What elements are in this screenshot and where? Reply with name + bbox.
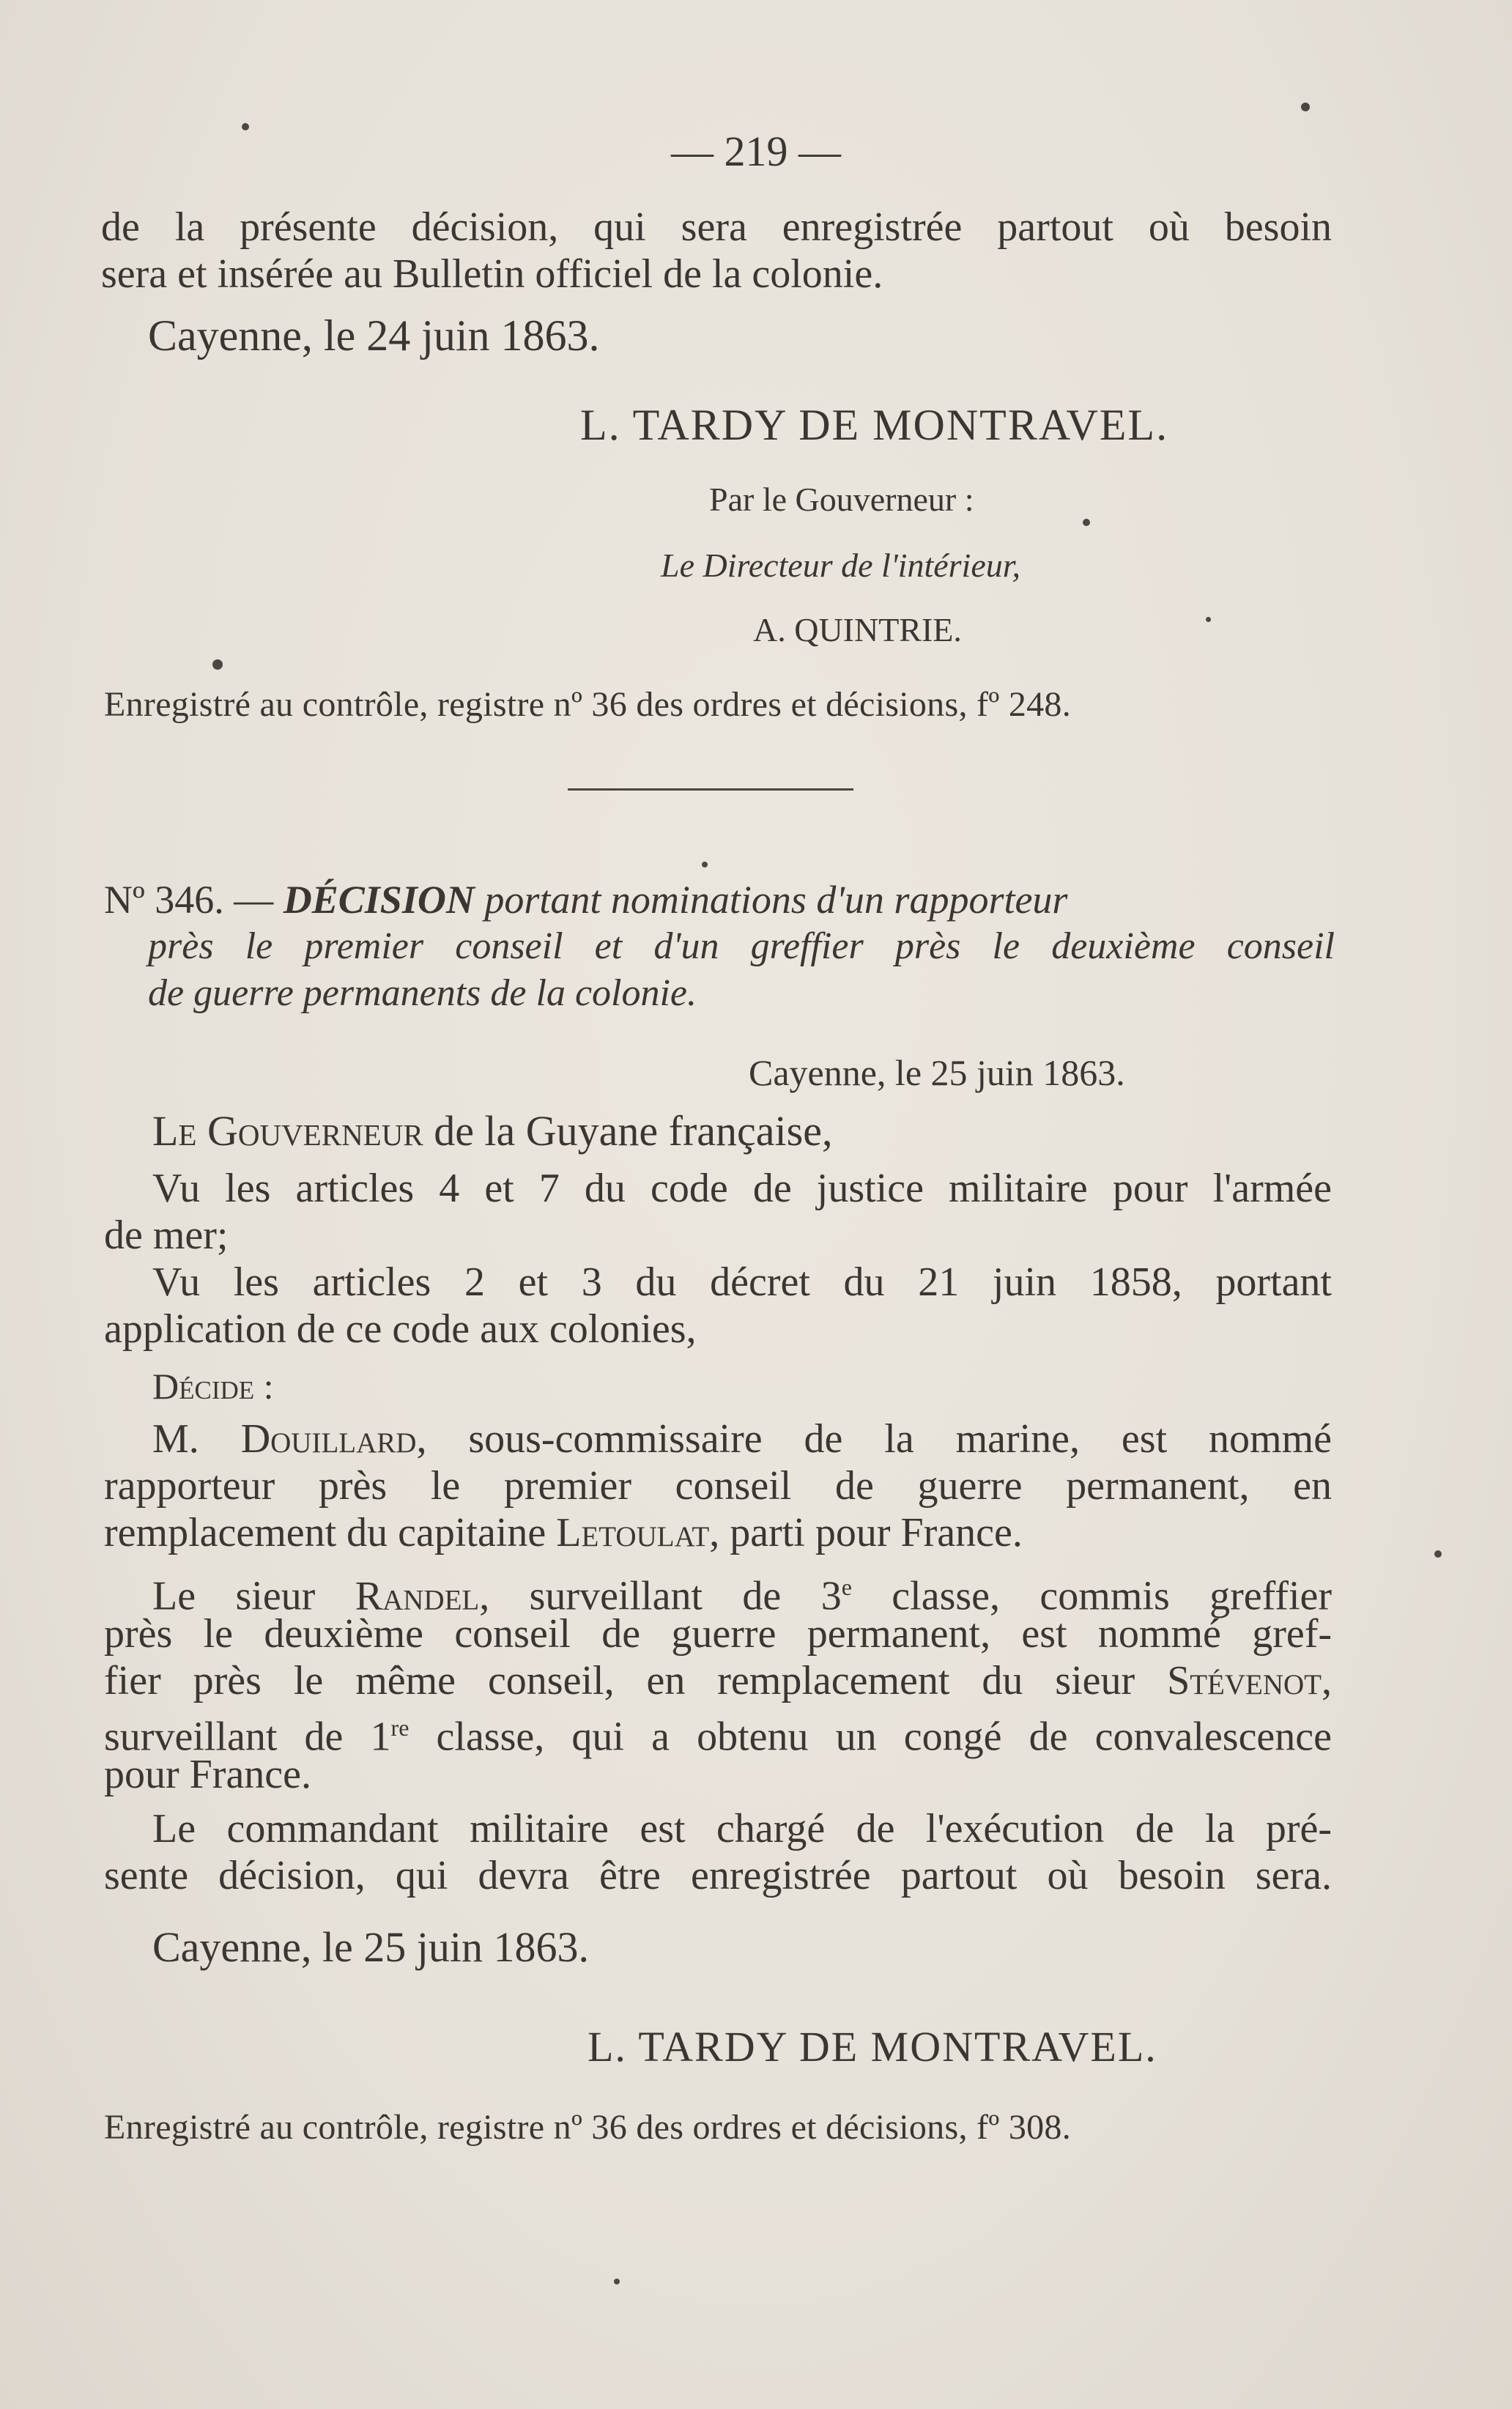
block1-par-le-gouverneur: Par le Gouverneur : — [709, 481, 974, 518]
speck — [1083, 519, 1090, 526]
decision-signature: L. TARDY DE MONTRAVEL. — [588, 2023, 1157, 2071]
p2-name-stevenot: Stévenot — [1167, 1658, 1322, 1703]
gouverneur-line — [152, 1108, 832, 1155]
speck — [242, 123, 249, 130]
speck — [212, 659, 223, 670]
decision-heading-line2: près le premier conseil et d'un greffier près le deuxième conseil — [148, 925, 1335, 967]
vu1-line2: de mer; — [104, 1213, 229, 1258]
p1-name-letoulat: Letoulat — [556, 1510, 710, 1555]
p2-line1-c: classe, commis greffier — [851, 1573, 1333, 1619]
block1-enregistre: Enregistré au contrôle, registre nº 36 des ordres et décisions, fº 248. — [104, 685, 1072, 724]
vu2-line1: Vu les articles 2 et 3 du décret du 21 juin 1858, portant — [152, 1259, 1332, 1305]
decision-date-top: Cayenne, le 25 juin 1863. — [749, 1052, 1125, 1093]
p1-line3-a: remplacement du capitaine — [104, 1510, 546, 1555]
p2-line3-b: , — [1322, 1658, 1333, 1703]
p2-line5: pour France. — [104, 1752, 312, 1797]
p3-line2: sente décision, qui devra être enregistrée partout où besoin sera. — [104, 1853, 1332, 1898]
p2-name-randel: Randel — [355, 1573, 480, 1619]
decision-date-bottom: Cayenne, le 25 juin 1863. — [152, 1923, 590, 1971]
p1-line1 — [152, 1416, 1332, 1462]
vu2-line2: application de ce code aux colonies, — [104, 1306, 697, 1352]
p1-line3-b: , parti pour France. — [709, 1510, 1023, 1555]
p2-line1-b: , surveillant de 3 — [479, 1573, 842, 1619]
gouverneur-rest: de la Guyane française, — [434, 1107, 833, 1155]
block1-date: Cayenne, le 24 juin 1863. — [148, 311, 600, 360]
decision-word: DÉCISION — [283, 878, 475, 922]
section-divider — [568, 788, 853, 791]
block1-line1: de la présente décision, qui sera enregistrée partout où besoin — [101, 204, 1332, 250]
p1-line3 — [104, 1509, 1023, 1556]
decide-label: Décide : — [152, 1366, 274, 1407]
p1-name-douillard: Douillard — [240, 1416, 417, 1462]
p2-line4-sup: re — [390, 1714, 410, 1741]
p2-line3-a: fier près le même conseil, en remplacement du sieur — [104, 1658, 1135, 1703]
p2-line1-a: Le sieur — [152, 1573, 316, 1619]
speck — [1206, 617, 1211, 622]
block1-quintrie: A. QUINTRIE. — [753, 611, 962, 648]
p2-line3 — [104, 1657, 1332, 1704]
p1-line1-rest: , sous-commissaire de la marine, est nommé — [416, 1416, 1333, 1462]
decision-number: Nº 346. — — [104, 878, 274, 922]
block1-line2: sera et insérée au Bulletin officiel de la colonie. — [101, 251, 883, 297]
vu1-line1: Vu les articles 4 et 7 du code de justice militaire pour l'armée — [152, 1166, 1332, 1211]
p1-line2: rapporteur près le premier conseil de guerre permanent, en — [104, 1463, 1332, 1509]
p2-line1-sup: e — [841, 1574, 852, 1600]
block1-signature: L. TARDY DE MONTRAVEL. — [580, 401, 1169, 449]
block1-directeur: Le Directeur de l'intérieur, — [661, 547, 1021, 584]
p3-line1: Le commandant militaire est chargé de l'exécution de la pré- — [152, 1806, 1332, 1851]
gouverneur-title: Le Gouverneur — [152, 1107, 423, 1155]
speck — [614, 2279, 620, 2284]
page-number: — 219 — — [671, 127, 841, 175]
speck — [1301, 103, 1310, 111]
p2-line2: près le deuxième conseil de guerre permanent, est nommé gref- — [104, 1611, 1332, 1657]
decision-heading-rest: portant nominations d'un rapporteur — [484, 878, 1068, 922]
speck — [702, 862, 708, 867]
decision-heading-line1 — [104, 876, 1335, 923]
decision-enregistre: Enregistré au contrôle, registre nº 36 des ordres et décisions, fº 308. — [104, 2108, 1072, 2147]
p2-line4-b: classe, qui a obtenu un congé de convalescence — [409, 1714, 1332, 1760]
decision-heading-line3: de guerre permanents de la colonie. — [148, 972, 697, 1014]
p1-m: M. — [152, 1416, 199, 1462]
p2-line4-a: surveillant de 1 — [104, 1714, 391, 1760]
speck — [1434, 1550, 1442, 1558]
